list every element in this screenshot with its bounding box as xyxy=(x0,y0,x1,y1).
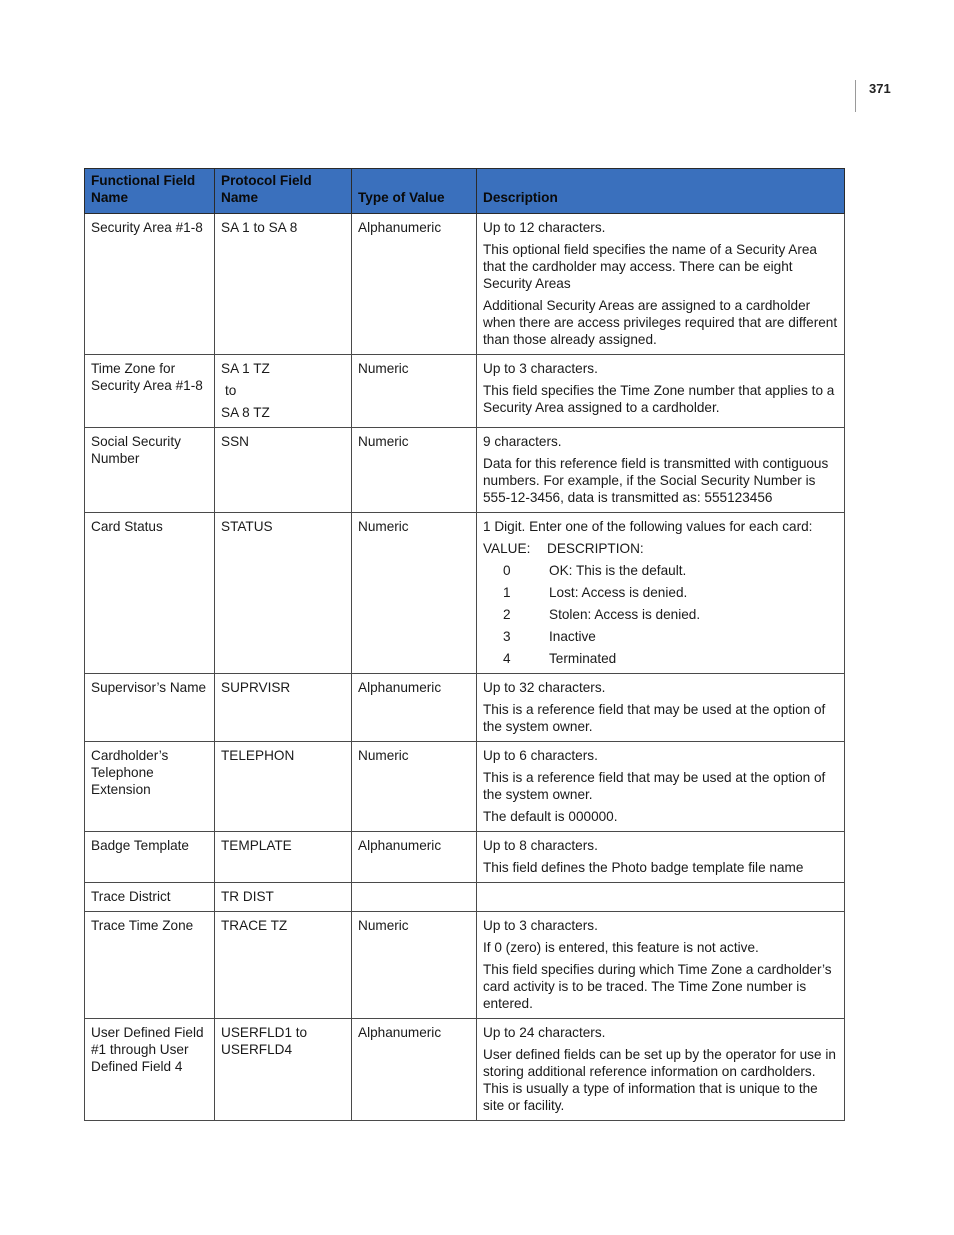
protocol-field-name-line: to xyxy=(225,383,237,398)
value-table-row xyxy=(483,562,838,579)
protocol-field-name-line: USERFLD1 to USERFLD4 xyxy=(221,1025,308,1057)
description-cell xyxy=(477,883,845,912)
value-table-header xyxy=(483,540,838,557)
protocol-field-name-cell xyxy=(215,912,352,1019)
table-row xyxy=(85,742,845,832)
protocol-field-name-cell xyxy=(215,214,352,355)
page-header-rule xyxy=(855,80,856,112)
description-paragraph: Up to 24 characters. xyxy=(483,1025,606,1040)
description-paragraph: This is a reference field that may be used at the option of the system owner. xyxy=(483,702,826,734)
type-of-value-cell xyxy=(352,883,477,912)
functional-field-name-cell: Security Area #1-8 xyxy=(85,214,215,355)
type-of-value-cell: Alphanumeric xyxy=(352,1019,477,1121)
header-protocol-field-name: Protocol Field Name xyxy=(215,169,352,214)
status-description: Lost: Access is denied. xyxy=(549,585,688,600)
functional-field-name-cell: Supervisor’s Name xyxy=(85,674,215,742)
protocol-field-name-cell xyxy=(215,355,352,428)
table-row xyxy=(85,674,845,742)
description-paragraph: Up to 32 characters. xyxy=(483,680,606,695)
functional-field-name-cell: Card Status xyxy=(85,513,215,674)
table-row xyxy=(85,355,845,428)
protocol-field-name-line: STATUS xyxy=(221,519,273,534)
protocol-field-name-line: TELEPHON xyxy=(221,748,295,763)
page-number: 371 xyxy=(869,81,891,96)
description-cell xyxy=(477,214,845,355)
description-paragraph: Additional Security Areas are assigned to a cardholder when there are access privileges required that are different than those already assigned. xyxy=(483,298,838,347)
description-cell xyxy=(477,912,845,1019)
table-row xyxy=(85,428,845,513)
field-reference-table xyxy=(84,168,845,1121)
header-functional-field-name: Functional Field Name xyxy=(85,169,215,214)
description-paragraph: User defined fields can be set up by the operator for use in storing additional reference information on cardholders. This is usually a type of information that is unique to the site or facility. xyxy=(483,1047,836,1113)
table-row xyxy=(85,912,845,1019)
type-of-value-cell: Numeric xyxy=(352,912,477,1019)
functional-field-name-cell: Trace District xyxy=(85,883,215,912)
protocol-field-name-cell xyxy=(215,513,352,674)
header-description: Description xyxy=(477,169,845,214)
description-cell xyxy=(477,742,845,832)
protocol-field-name-line: SUPRVISR xyxy=(221,680,291,695)
description-paragraph: This field defines the Photo badge template file name xyxy=(483,860,804,875)
value-table-row xyxy=(483,650,838,667)
table-row xyxy=(85,513,845,674)
protocol-field-name-cell xyxy=(215,832,352,883)
description-paragraph: Up to 6 characters. xyxy=(483,748,598,763)
functional-field-name-cell: User Defined Field #1 through User Defined Field 4 xyxy=(85,1019,215,1121)
status-value: 1 xyxy=(503,585,511,600)
status-description: Inactive xyxy=(549,629,596,644)
description-paragraph: Up to 12 characters. xyxy=(483,220,606,235)
protocol-field-name-cell xyxy=(215,428,352,513)
protocol-field-name-line: SA 1 to SA 8 xyxy=(221,220,298,235)
description-paragraph: This field specifies the Time Zone number that applies to a Security Area assigned to a cardholder. xyxy=(483,383,835,415)
value-table-row xyxy=(483,606,838,623)
table-body xyxy=(85,214,845,1121)
protocol-field-name-line: TRACE TZ xyxy=(221,918,288,933)
status-value: 2 xyxy=(503,607,511,622)
value-table-row xyxy=(483,584,838,601)
protocol-field-name-line: TR DIST xyxy=(221,889,274,904)
status-description: Stolen: Access is denied. xyxy=(549,607,701,622)
description-paragraph: Up to 8 characters. xyxy=(483,838,598,853)
description-paragraph: The default is 000000. xyxy=(483,809,618,824)
description-cell xyxy=(477,428,845,513)
table-row xyxy=(85,883,845,912)
table-row xyxy=(85,1019,845,1121)
functional-field-name-cell: Cardholder’s Telephone Extension xyxy=(85,742,215,832)
description-cell xyxy=(477,513,845,674)
type-of-value-cell: Numeric xyxy=(352,355,477,428)
description-paragraph: 1 Digit. Enter one of the following values for each card: xyxy=(483,519,813,534)
type-of-value-cell: Alphanumeric xyxy=(352,674,477,742)
functional-field-name-cell: Social Security Number xyxy=(85,428,215,513)
protocol-field-name-line: SA 8 TZ xyxy=(221,405,270,420)
description-paragraph: Up to 3 characters. xyxy=(483,918,598,933)
description-paragraph: This is a reference field that may be used at the option of the system owner. xyxy=(483,770,826,802)
value-table-row xyxy=(483,628,838,645)
type-of-value-cell: Numeric xyxy=(352,742,477,832)
header-type-of-value: Type of Value xyxy=(352,169,477,214)
protocol-field-name-cell xyxy=(215,883,352,912)
description-column-header: DESCRIPTION: xyxy=(547,541,644,556)
type-of-value-cell: Alphanumeric xyxy=(352,214,477,355)
description-paragraph: If 0 (zero) is entered, this feature is not active. xyxy=(483,940,759,955)
type-of-value-cell: Numeric xyxy=(352,428,477,513)
functional-field-name-cell: Trace Time Zone xyxy=(85,912,215,1019)
description-paragraph: Data for this reference field is transmitted with contiguous numbers. For example, if the Social Security Number is 555-12-3456, data is transmitted as: 555123456 xyxy=(483,456,829,505)
functional-field-name-cell: Time Zone for Security Area #1-8 xyxy=(85,355,215,428)
description-paragraph: Up to 3 characters. xyxy=(483,361,598,376)
protocol-field-name-line: SA 1 TZ xyxy=(221,361,270,376)
description-cell xyxy=(477,355,845,428)
protocol-field-name-cell xyxy=(215,674,352,742)
description-cell xyxy=(477,832,845,883)
status-value: 0 xyxy=(503,563,511,578)
status-value: 3 xyxy=(503,629,511,644)
value-column-header: VALUE: xyxy=(483,541,531,556)
protocol-field-name-line: SSN xyxy=(221,434,249,449)
functional-field-name-cell: Badge Template xyxy=(85,832,215,883)
description-cell xyxy=(477,674,845,742)
status-description: Terminated xyxy=(549,651,617,666)
description-paragraph: 9 characters. xyxy=(483,434,562,449)
table-header-row xyxy=(85,169,845,214)
protocol-field-name-cell xyxy=(215,742,352,832)
table-row xyxy=(85,214,845,355)
type-of-value-cell: Numeric xyxy=(352,513,477,674)
protocol-field-name-cell xyxy=(215,1019,352,1121)
description-paragraph: This optional field specifies the name of a Security Area that the cardholder may access. There can be eight Security Areas xyxy=(483,242,817,291)
protocol-field-name-line: TEMPLATE xyxy=(221,838,292,853)
description-paragraph: This field specifies during which Time Zone a cardholder’s card activity is to be traced. The Time Zone number is entered. xyxy=(483,962,832,1011)
type-of-value-cell: Alphanumeric xyxy=(352,832,477,883)
status-description: OK: This is the default. xyxy=(549,563,687,578)
table-row xyxy=(85,832,845,883)
description-cell xyxy=(477,1019,845,1121)
status-value: 4 xyxy=(503,651,511,666)
